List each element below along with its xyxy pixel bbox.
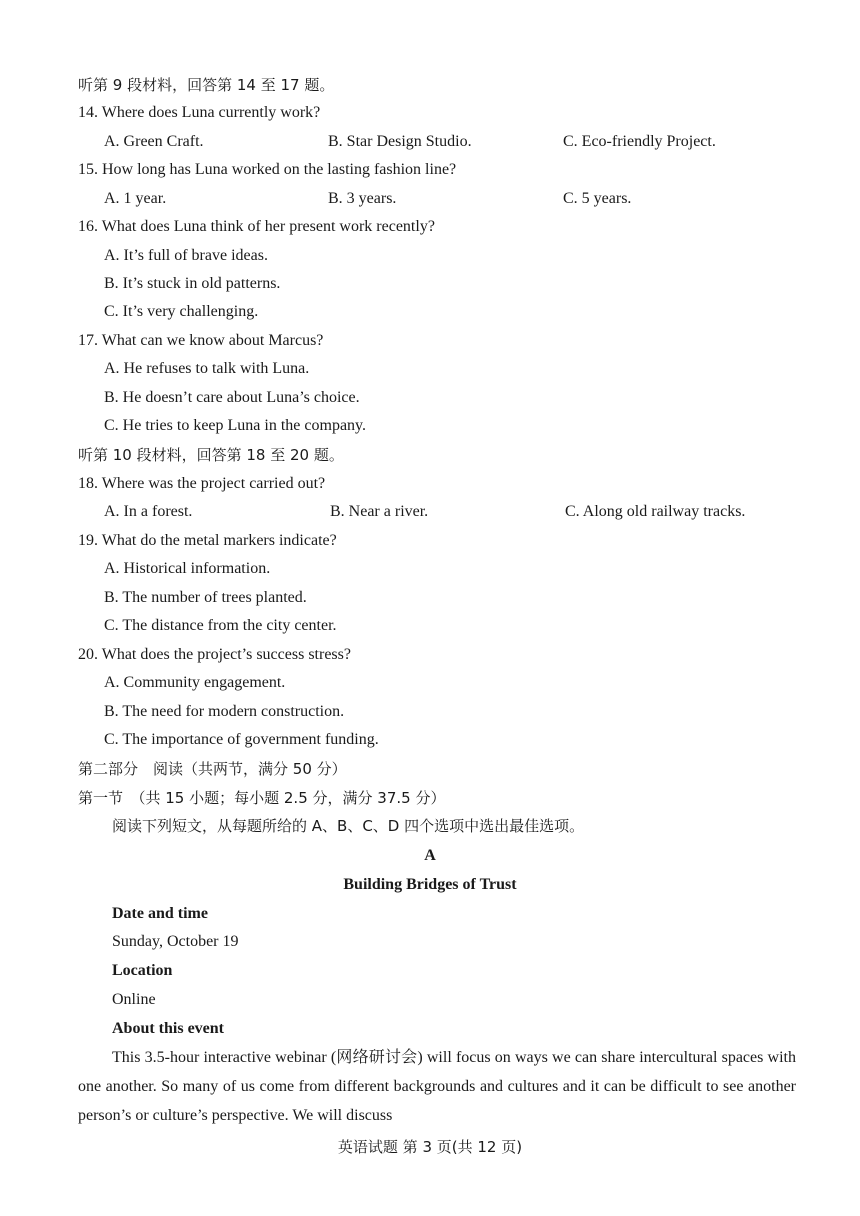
question-17-option-c: C. He tries to keep Luna in the company. bbox=[104, 417, 366, 434]
question-16-option-c: C. It’s very challenging. bbox=[104, 303, 259, 320]
passage-title: Building Bridges of Trust bbox=[343, 876, 517, 893]
about-label: About this event bbox=[112, 1020, 225, 1037]
question-19-option-c: C. The distance from the city center. bbox=[104, 617, 337, 634]
about-paragraph: This 3.5-hour interactive webinar (网络研讨会) will focus on ways we can share intercultural spaces with one another. So many of us come from different backgrounds and cultures and it can be difficult to see another person’s or culture’s perspective. We will discuss bbox=[78, 1049, 796, 1124]
question-20-option-c: C. The importance of government funding. bbox=[104, 731, 379, 748]
question-18-option-b: B. Near a river. bbox=[330, 503, 429, 520]
reading-section-title: 第一节 （共 15 小题；每小题 2.5 分，满分 37.5 分） bbox=[78, 789, 446, 807]
question-20-stem: 20. What does the project’s success stress? bbox=[78, 646, 351, 663]
question-14-option-a: A. Green Craft. bbox=[104, 133, 204, 150]
question-19-stem: 19. What do the metal markers indicate? bbox=[78, 532, 337, 549]
question-17-stem: 17. What can we know about Marcus? bbox=[78, 332, 324, 349]
section-9-header: 听第 9 段材料，回答第 14 至 17 题。 bbox=[78, 76, 335, 94]
date-value: Sunday, October 19 bbox=[112, 933, 239, 950]
question-19-option-a: A. Historical information. bbox=[104, 560, 271, 577]
page-footer: 英语试题 第 3 页(共 12 页) bbox=[337, 1138, 523, 1156]
location-label: Location bbox=[112, 962, 173, 979]
question-18-stem: 18. Where was the project carried out? bbox=[78, 475, 326, 492]
question-14-stem: 14. Where does Luna currently work? bbox=[78, 104, 321, 121]
question-15-option-b: B. 3 years. bbox=[328, 190, 397, 207]
location-value: Online bbox=[112, 991, 156, 1008]
question-19-option-b: B. The number of trees planted. bbox=[104, 589, 307, 606]
question-17-option-a: A. He refuses to talk with Luna. bbox=[104, 360, 310, 377]
question-16-stem: 16. What does Luna think of her present work recently? bbox=[78, 218, 435, 235]
section-10-header: 听第 10 段材料，回答第 18 至 20 题。 bbox=[78, 446, 344, 464]
question-16-option-a: A. It’s full of brave ideas. bbox=[104, 247, 268, 264]
date-label: Date and time bbox=[112, 905, 208, 922]
question-14-option-b: B. Star Design Studio. bbox=[328, 133, 472, 150]
question-18-option-c: C. Along old railway tracks. bbox=[565, 503, 746, 520]
passage-letter: A bbox=[424, 847, 436, 864]
question-15-option-a: A. 1 year. bbox=[104, 190, 167, 207]
question-20-option-a: A. Community engagement. bbox=[104, 674, 286, 691]
question-14-option-c: C. Eco-friendly Project. bbox=[563, 133, 716, 150]
question-17-option-b: B. He doesn’t care about Luna’s choice. bbox=[104, 389, 360, 406]
question-16-option-b: B. It’s stuck in old patterns. bbox=[104, 275, 281, 292]
reading-instruction: 阅读下列短文，从每题所给的 A、B、C、D 四个选项中选出最佳选项。 bbox=[112, 817, 585, 835]
question-18-option-a: A. In a forest. bbox=[104, 503, 193, 520]
question-20-option-b: B. The need for modern construction. bbox=[104, 703, 345, 720]
reading-part-title: 第二部分 阅读（共两节，满分 50 分） bbox=[78, 760, 347, 778]
question-15-option-c: C. 5 years. bbox=[563, 190, 632, 207]
question-15-stem: 15. How long has Luna worked on the lasting fashion line? bbox=[78, 161, 457, 178]
